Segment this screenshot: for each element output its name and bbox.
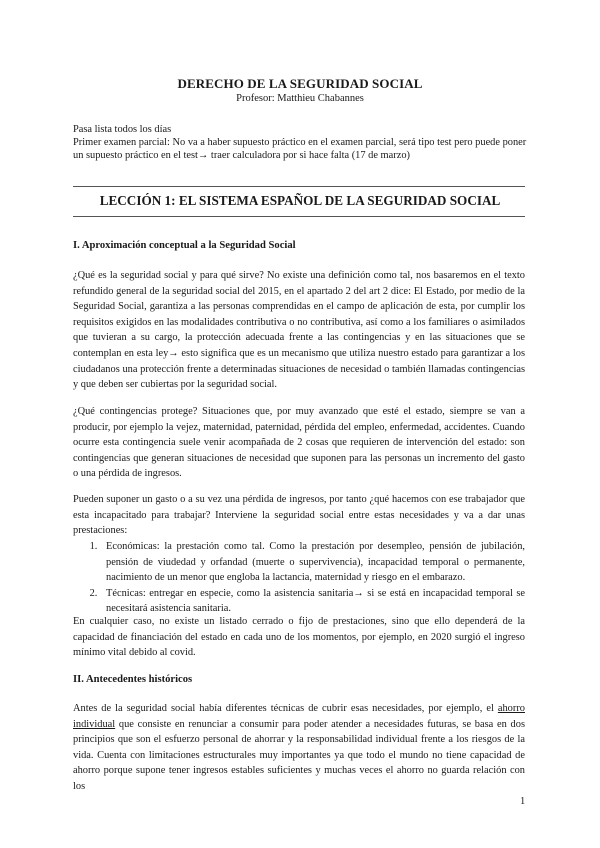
divider-top (73, 186, 525, 187)
section-heading: I. Aproximación conceptual a la Seguridad Social (73, 240, 296, 251)
lesson-title: LECCIÓN 1: EL SISTEMA ESPAÑOL DE LA SEGURIDAD SOCIAL (99, 193, 501, 208)
paragraph: ¿Qué contingencias protege? Situaciones que, por muy avanzado que esté el estado, siempre se van a producir, por ejemplo la vejez, maternidad, paternidad, pérdida del empleo, enfermedad, accidentes. Cuando ocurre esta contingencia suele venir acompañada de 2 cosas que requieren de intervención del estado: son contingencias que generan situaciones de necesidad que suponen para las personas un incremento del gasto o una pérdida de ingresos. (73, 406, 525, 480)
paragraph: ¿Qué es la seguridad social y para qué sirve? No existe una definición como tal, nos basaremos en el texto refundido general de la seguridad social del 2015, en el apartado 2 del art 2 dice: El Estado, por medio de la Seguridad Social, garantiza a las personas comprendidas en el campo de aplicación de esta, por cumplir los requisitos exigidos en las modalidades contributiva o no contributiva, así como a los familiares o asimilados que tuvieran a su cargo, la protección adecuada frente a las contingencias y en las situaciones que se contemplan en esta ley→ esto significa que es un mecanismo que utiliza nuestro estado para garantizar a los ciudadanos una protección frente a determinadas situaciones de necesidad o también llamadas contingencias y que deben ser cubiertas por la seguridad social. (73, 270, 525, 391)
note-attendance: Pasa lista todos los días (73, 124, 172, 135)
paragraph: Pueden suponer un gasto o a su vez una pérdida de ingresos, por tanto ¿qué hacemos con ese trabajador que esta incapacitado para trabajar? Interviene la seguridad social entre estas necesidades y va a dar unas prestaciones: (73, 494, 525, 537)
list-item: 1. Económicas: la prestación como tal. Como la prestación por desempleo, pensión de jubilación, pensión de viudedad y orfandad (muerte o supervivencia), incapacidad temporal o permanente, nacimiento de un menor que engloba la lactancia, maternidad y riesgo en el embarazo. (100, 539, 525, 586)
section-2 (73, 672, 525, 688)
benefits-list (73, 539, 525, 617)
section-heading: II. Antecedentes históricos (73, 674, 193, 685)
section-1-paragraph-2 (73, 404, 525, 482)
note-exam: Primer examen parcial: No va a haber supuesto práctico en el examen parcial, será tipo test pero puede poner un supuesto práctico en el test→ traer calculadora por si hace falta (17 de marzo) (73, 137, 527, 161)
divider-bottom (73, 216, 525, 217)
section-2-paragraph-1 (73, 701, 525, 795)
page-number: 1 (520, 796, 526, 807)
section-1 (73, 238, 525, 254)
text-run: que consiste en renunciar a consumir para poder atender a necesidades futuras, se basa en dos principios que son el esfuerzo personal de ahorrar y la responsabilidad individual frente a los riesgos de la vida. Cuenta con limitaciones estructurales muy importantes ya que todo el mundo no tiene capacidad de ahorro porque supone tener ingresos estables suficientes y muchas veces el ahorro no guarda relación con los (73, 718, 525, 792)
list-item: 2. Técnicas: entregar en especie, como la asistencia sanitaria→ si se está en incapacidad temporal se necesitará asistencia sanitaria. (100, 586, 525, 617)
paragraph: En cualquier caso, no existe un listado cerrado o fijo de prestaciones, sino que ello dependerá de la capacidad de financiación del estado en cada uno de los momentos, por ejemplo, en 2020 surgió el ingreso mínimo vital debido al covid. (73, 616, 525, 659)
professor-name: Profesor: Matthieu Chabannes (236, 93, 364, 104)
text-run: Antes de la seguridad social había diferentes técnicas de cubrir esas necesidades, por ejemplo, el (73, 703, 498, 714)
section-1-paragraph-1 (73, 268, 525, 393)
section-1-paragraph-4 (73, 614, 525, 661)
document-title: DERECHO DE LA SEGURIDAD SOCIAL (177, 76, 423, 91)
paragraph (73, 701, 525, 795)
section-1-paragraph-3 (73, 492, 525, 539)
underlined-term: ahorro individual (73, 703, 525, 730)
course-notes (73, 123, 531, 162)
